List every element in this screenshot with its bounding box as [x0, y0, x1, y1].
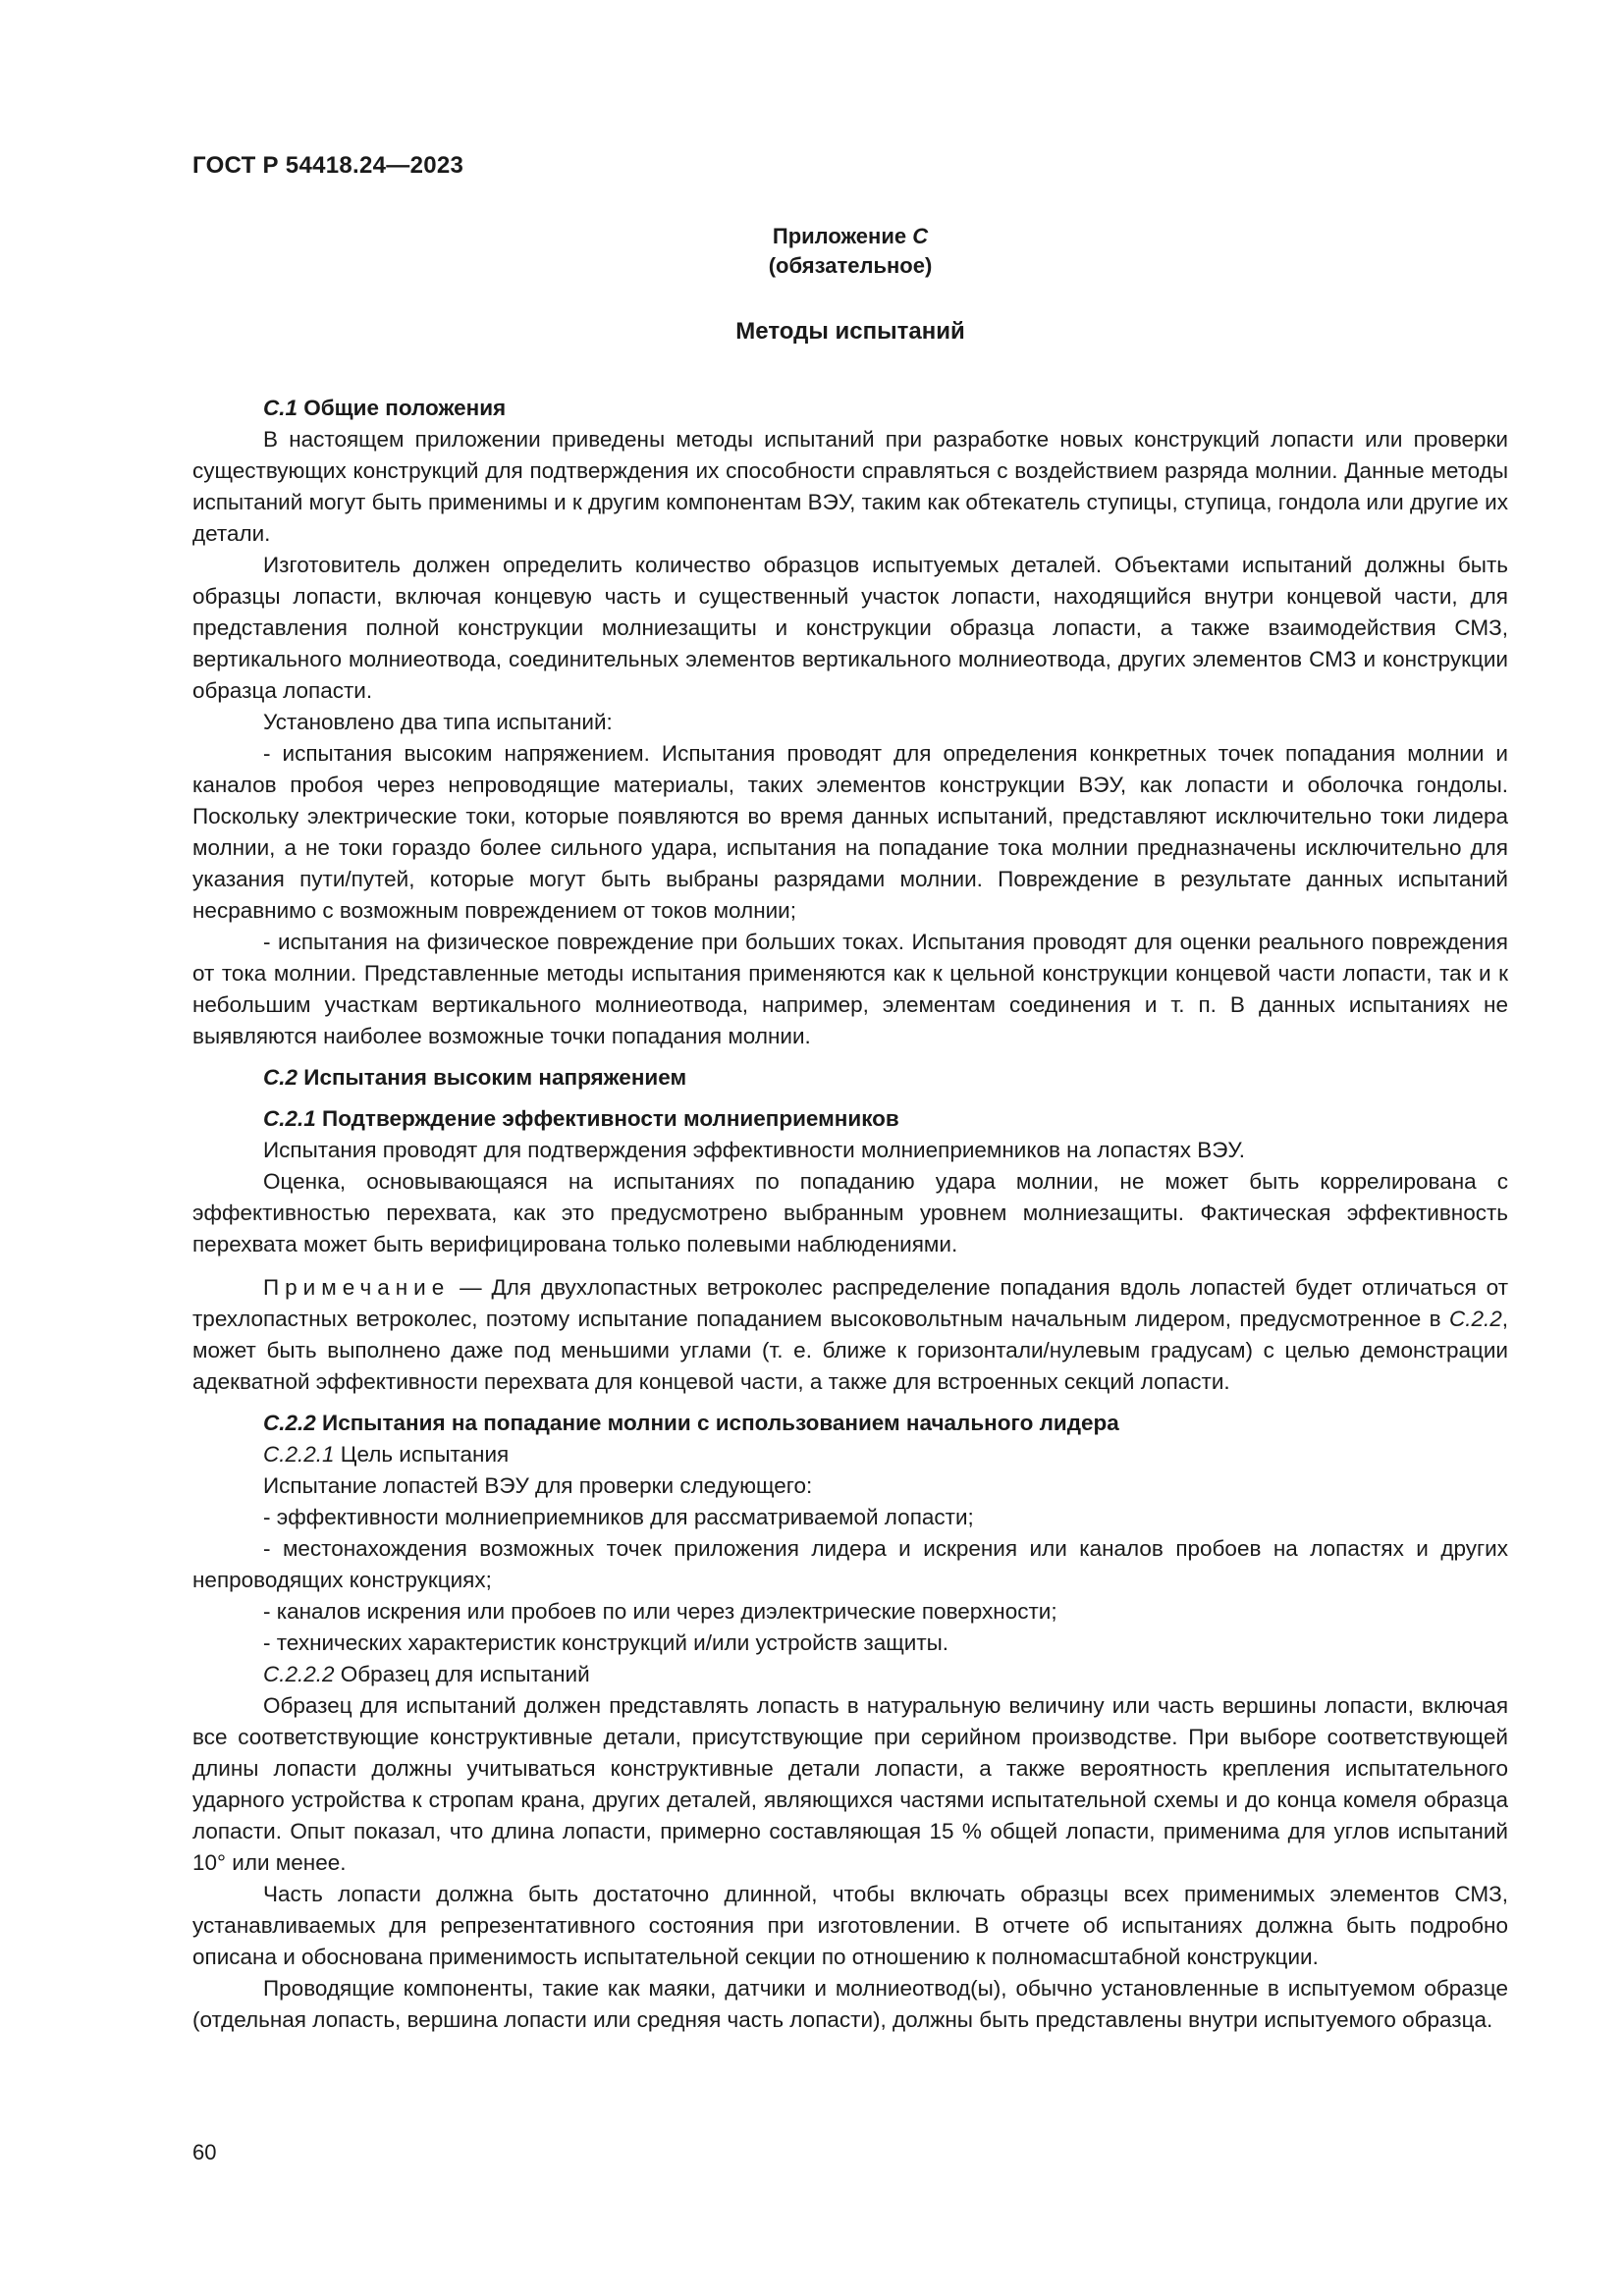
section-heading-c22: С.2.2 Испытания на попадание молнии с использованием начального лидера — [263, 1411, 1119, 1435]
appendix-heading — [192, 222, 1508, 281]
paragraph: Проводящие компоненты, такие как маяки, датчики и молниеотвод(ы), обычно установленные в испытуемом образце (отдельная лопасть, вершина лопасти или средняя часть лопасти), должны быть представлены внутри испытуемого образца. — [192, 1976, 1508, 2032]
appendix-title: Методы испытаний — [735, 318, 965, 345]
paragraph: Образец для испытаний должен представлять лопасть в натуральную величину или часть вершины лопасти, включая все соответствующие конструктивные детали, присутствующие при серийном производстве. При выборе соответствующей длины лопасти должны учитываться конструктивные детали лопасти, а также вероятность крепления испытательного ударного устройства к стропам крана, других деталей, являющихся частями испытательной схемы и до конца комеля образца лопасти. Опыт показал, что длина лопасти, примерно составляющая 15 % общей лопасти, применима для углов испытаний 10° или менее. — [192, 1693, 1508, 1875]
document-body — [192, 393, 1508, 2036]
section-heading-c21: С.2.1 Подтверждение эффективности молниеприемников — [263, 1106, 899, 1131]
paragraph: Часть лопасти должна быть достаточно длинной, чтобы включать образцы всех применимых элементов СМЗ, устанавливаемых для репрезентативного состояния при изготовлении. В отчете об испытаниях должна быть подробно описана и обоснована применимость испытательной секции по отношению к полномасштабной конструкции. — [192, 1882, 1508, 1969]
appendix-label: Приложение C — [772, 224, 929, 248]
section-heading-c1: С.1 Общие положения — [263, 396, 507, 420]
paragraph: В настоящем приложении приведены методы испытаний при разработке новых конструкций лопасти или проверки существующих конструкций для подтверждения их способности справляться с воздействием разряда молнии. Данные методы испытаний могут быть применимы и к другим компонентам ВЭУ, таким как обтекатель ступицы, ступица, гондола или другие их детали. — [192, 427, 1508, 546]
list-item: - технических характеристик конструкций и/или устройств защиты. — [263, 1630, 949, 1655]
appendix-letter: C — [912, 224, 929, 248]
subsection-heading-c222: С.2.2.2 Образец для испытаний — [263, 1662, 590, 1686]
note-reference: С.2.2 — [1448, 1307, 1502, 1331]
section-heading-c2: С.2 Испытания высоким напряжением — [263, 1065, 687, 1090]
list-item: - эффективности молниеприемников для рассматриваемой лопасти; — [263, 1505, 974, 1529]
list-item: - испытания на физическое повреждение при больших токах. Испытания проводят для оценки реального повреждения от тока молнии. Представленные методы испытания применяются как к цельной конструкции концевой части лопасти, так и к небольшим участкам вертикального молниеотвода, например, элементам соединения и т. п. В данных испытаниях не выявляются наиболее возможные точки попадания молнии. — [192, 930, 1508, 1048]
paragraph: Изготовитель должен определить количество образцов испытуемых деталей. Объектами испытаний должны быть образцы лопасти, включая концевую часть и существенный участок лопасти, находящийся внутри концевой части, для представления полной конструкции молниезащиты и конструкции образца лопасти, а также взаимодействия СМЗ, вертикального молниеотвода, соединительных элементов вертикального молниеотвода, других элементов СМЗ и конструкции образца лопасти. — [192, 553, 1508, 703]
note-paragraph: Примечание — Для двухлопастных ветроколес распределение попадания вдоль лопастей будет отличаться от трехлопастных ветроколес, поэтому испытание попаданием высоковольтным начальным лидером, предусмотренное в С.2.2, может быть выполнено даже под меньшими углами (т. е. ближе к горизонтали/нулевым градусам) с целью демонстрации адекватной эффективности перехвата для концевой части, а также для встроенных секций лопасти. — [192, 1275, 1508, 1394]
note-label: Примечание — [263, 1275, 451, 1300]
page-number: 60 — [192, 2140, 217, 2164]
paragraph: Оценка, основывающаяся на испытаниях по попаданию удара молнии, не может быть коррелирована с эффективностью перехвата, как это предусмотрено выбранным уровнем молниезащиты. Фактическая эффективность перехвата может быть верифицирована только полевыми наблюдениями. — [192, 1169, 1508, 1256]
list-item: - испытания высоким напряжением. Испытания проводят для определения конкретных точек попадания молнии и каналов пробоя через непроводящие материалы, таких элементов конструкции ВЭУ, как лопасти и оболочка гондолы. Поскольку электрические токи, которые появляются во время данных испытаний, представляют исключительно токи лидера молнии, а не токи гораздо более сильного удара, испытания на попадание тока молнии предназначены исключительно для указания пути/путей, которые могут быть выбраны разрядами молнии. Повреждение в результате данных испытаний несравнимо с возможным повреждением от токов молнии; — [192, 741, 1508, 923]
paragraph: Испытания проводят для подтверждения эффективности молниеприемников на лопастях ВЭУ. — [263, 1138, 1245, 1162]
list-item: - каналов искрения или пробоев по или через диэлектрические поверхности; — [263, 1599, 1057, 1624]
subsection-heading-c221: С.2.2.1 Цель испытания — [263, 1442, 510, 1467]
document-code: ГОСТ Р 54418.24—2023 — [192, 152, 464, 179]
paragraph: Испытание лопастей ВЭУ для проверки следующего: — [263, 1473, 813, 1498]
appendix-status: (обязательное) — [768, 253, 933, 278]
paragraph: Установлено два типа испытаний: — [263, 710, 613, 734]
list-item: - местонахождения возможных точек приложения лидера и искрения или каналов пробоев на лопастях и других непроводящих конструкциях; — [192, 1536, 1508, 1592]
